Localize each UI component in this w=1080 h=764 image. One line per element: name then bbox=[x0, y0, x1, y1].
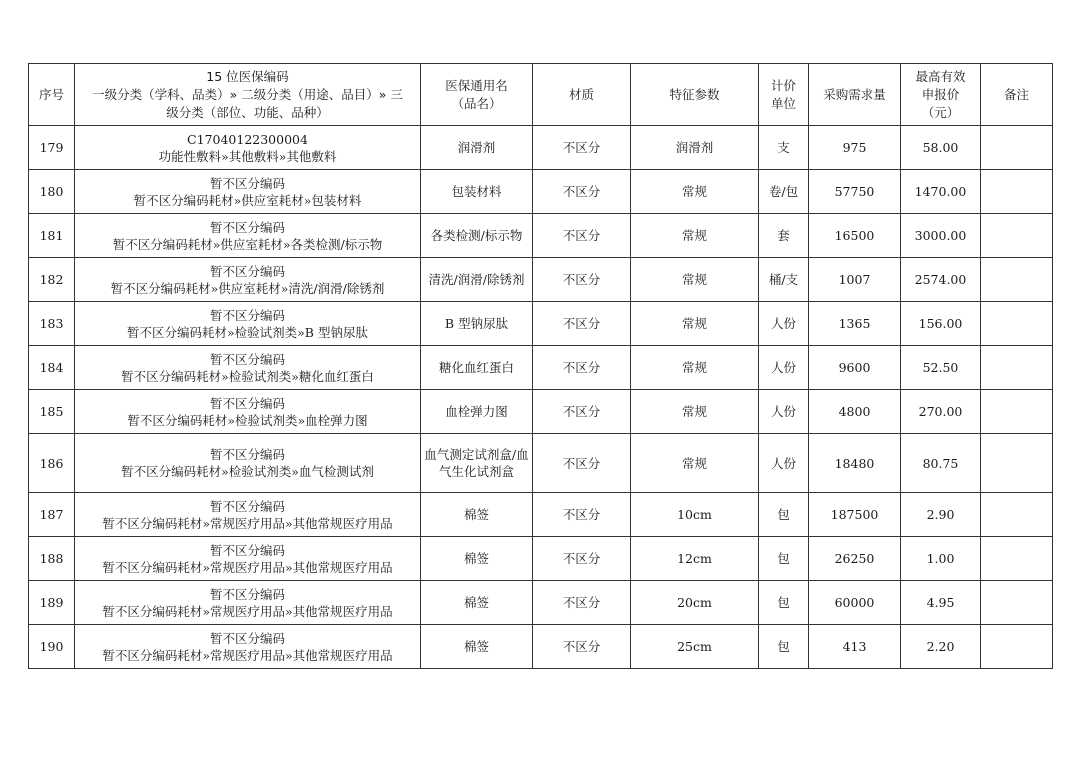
cell-seq: 182 bbox=[29, 258, 75, 302]
header-unit-line2: 单位 bbox=[770, 95, 796, 111]
table-row bbox=[29, 170, 1053, 214]
cell-unit: 卷/包 bbox=[759, 170, 809, 214]
header-price-line1: 最高有效 bbox=[915, 68, 966, 84]
cell-params: 10cm bbox=[631, 493, 759, 537]
cell-code-line1: 暂不区分编码 bbox=[209, 263, 285, 279]
cell-code-line2: 暂不区分编码耗材»常规医疗用品»其他常规医疗用品 bbox=[102, 559, 393, 575]
table-row bbox=[29, 258, 1053, 302]
cell-name: 包装材料 bbox=[421, 170, 533, 214]
cell-code-line1: 暂不区分编码 bbox=[209, 351, 285, 367]
cell-params: 20cm bbox=[631, 581, 759, 625]
cell-code-line2: 暂不区分编码耗材»检验试剂类»血栓弹力图 bbox=[127, 412, 368, 428]
cell-seq: 184 bbox=[29, 346, 75, 390]
cell-code-line2: 暂不区分编码耗材»供应室耗材»清洗/润滑/除锈剂 bbox=[110, 280, 385, 296]
cell-remark bbox=[981, 126, 1053, 170]
table-row bbox=[29, 390, 1053, 434]
header-price-line3: （元） bbox=[921, 104, 960, 120]
cell-unit: 包 bbox=[759, 581, 809, 625]
cell-params: 润滑剂 bbox=[631, 126, 759, 170]
cell-unit: 人份 bbox=[759, 434, 809, 493]
cell-name: 棉签 bbox=[421, 537, 533, 581]
cell-code-line2: 暂不区分编码耗材»检验试剂类»B 型钠尿肽 bbox=[127, 324, 368, 340]
cell-unit: 包 bbox=[759, 625, 809, 669]
cell-code-line2: 暂不区分编码耗材»检验试剂类»血气检测试剂 bbox=[121, 464, 374, 479]
cell-params: 常规 bbox=[631, 346, 759, 390]
header-code-line2: 一级分类（学科、品类）» 二级分类（用途、品目）» 三 bbox=[92, 86, 403, 102]
cell-code-line2: 暂不区分编码耗材»供应室耗材»包装材料 bbox=[133, 192, 362, 208]
cell-code-line2: 功能性敷料»其他敷料»其他敷料 bbox=[158, 148, 337, 164]
cell-material: 不区分 bbox=[533, 434, 631, 493]
cell-name: 润滑剂 bbox=[421, 126, 533, 170]
cell-unit: 套 bbox=[759, 214, 809, 258]
cell-code-line2: 暂不区分编码耗材»检验试剂类»糖化血红蛋白 bbox=[121, 368, 374, 384]
cell-material: 不区分 bbox=[533, 625, 631, 669]
cell-qty: 60000 bbox=[809, 581, 901, 625]
header-seq: 序号 bbox=[29, 64, 75, 126]
cell-remark bbox=[981, 258, 1053, 302]
cell-remark bbox=[981, 493, 1053, 537]
cell-unit: 人份 bbox=[759, 346, 809, 390]
cell-code-line1: 暂不区分编码 bbox=[209, 630, 285, 646]
cell-material: 不区分 bbox=[533, 302, 631, 346]
cell-remark bbox=[981, 390, 1053, 434]
cell-code bbox=[75, 537, 421, 581]
cell-params: 常规 bbox=[631, 434, 759, 493]
cell-remark bbox=[981, 302, 1053, 346]
cell-qty: 26250 bbox=[809, 537, 901, 581]
header-price-line2: 申报价 bbox=[921, 86, 960, 102]
cell-qty: 4800 bbox=[809, 390, 901, 434]
cell-seq: 186 bbox=[29, 434, 75, 493]
cell-code bbox=[75, 625, 421, 669]
cell-remark bbox=[981, 170, 1053, 214]
table-row bbox=[29, 126, 1053, 170]
cell-remark bbox=[981, 214, 1053, 258]
cell-price: 2.90 bbox=[901, 493, 981, 537]
cell-material: 不区分 bbox=[533, 493, 631, 537]
cell-price: 58.00 bbox=[901, 126, 981, 170]
table-row bbox=[29, 302, 1053, 346]
cell-code-line2: 暂不区分编码耗材»常规医疗用品»其他常规医疗用品 bbox=[102, 647, 393, 663]
cell-price: 1470.00 bbox=[901, 170, 981, 214]
cell-name: 血栓弹力图 bbox=[421, 390, 533, 434]
cell-code bbox=[75, 434, 421, 493]
cell-code-line1: 暂不区分编码 bbox=[209, 175, 285, 191]
header-qty: 采购需求量 bbox=[809, 64, 901, 126]
cell-unit: 人份 bbox=[759, 302, 809, 346]
cell-material: 不区分 bbox=[533, 214, 631, 258]
cell-qty: 975 bbox=[809, 126, 901, 170]
cell-name: 棉签 bbox=[421, 581, 533, 625]
cell-price: 4.95 bbox=[901, 581, 981, 625]
cell-name: 各类检测/标示物 bbox=[421, 214, 533, 258]
cell-seq: 189 bbox=[29, 581, 75, 625]
table-row bbox=[29, 493, 1053, 537]
cell-remark bbox=[981, 625, 1053, 669]
cell-remark bbox=[981, 537, 1053, 581]
cell-seq: 185 bbox=[29, 390, 75, 434]
cell-code bbox=[75, 258, 421, 302]
cell-code-line2: 暂不区分编码耗材»常规医疗用品»其他常规医疗用品 bbox=[102, 603, 393, 619]
cell-qty: 18480 bbox=[809, 434, 901, 493]
cell-params: 常规 bbox=[631, 258, 759, 302]
cell-price: 3000.00 bbox=[901, 214, 981, 258]
cell-material: 不区分 bbox=[533, 346, 631, 390]
table-row bbox=[29, 537, 1053, 581]
cell-code-line1: 暂不区分编码 bbox=[209, 498, 285, 514]
header-name-line1: 医保通用名 bbox=[445, 77, 508, 93]
cell-price: 156.00 bbox=[901, 302, 981, 346]
header-price bbox=[901, 64, 981, 126]
header-unit-line1: 计价 bbox=[770, 77, 796, 93]
cell-code bbox=[75, 390, 421, 434]
cell-price: 80.75 bbox=[901, 434, 981, 493]
table-row bbox=[29, 214, 1053, 258]
cell-price: 52.50 bbox=[901, 346, 981, 390]
header-code-line3: 级分类（部位、功能、品种） bbox=[166, 104, 329, 120]
cell-code bbox=[75, 493, 421, 537]
table-row bbox=[29, 346, 1053, 390]
cell-code-line1: 暂不区分编码 bbox=[209, 395, 285, 411]
header-name bbox=[421, 64, 533, 126]
cell-unit: 包 bbox=[759, 493, 809, 537]
cell-code bbox=[75, 214, 421, 258]
cell-code-line1: 暂不区分编码 bbox=[209, 586, 285, 602]
header-name-line2: （品名） bbox=[451, 95, 502, 111]
cell-seq: 190 bbox=[29, 625, 75, 669]
cell-material: 不区分 bbox=[533, 126, 631, 170]
cell-name: 血气测定试剂盒/血气生化试剂盒 bbox=[421, 434, 533, 493]
cell-unit: 人份 bbox=[759, 390, 809, 434]
cell-qty: 9600 bbox=[809, 346, 901, 390]
cell-name: 棉签 bbox=[421, 625, 533, 669]
cell-name: 糖化血红蛋白 bbox=[421, 346, 533, 390]
cell-code-line1: 暂不区分编码 bbox=[209, 307, 285, 323]
cell-seq: 183 bbox=[29, 302, 75, 346]
cell-price: 1.00 bbox=[901, 537, 981, 581]
cell-material: 不区分 bbox=[533, 258, 631, 302]
table-body bbox=[29, 126, 1053, 669]
header-remark: 备注 bbox=[981, 64, 1053, 126]
cell-remark bbox=[981, 434, 1053, 493]
cell-params: 常规 bbox=[631, 302, 759, 346]
table-row bbox=[29, 581, 1053, 625]
cell-price: 270.00 bbox=[901, 390, 981, 434]
cell-name: 棉签 bbox=[421, 493, 533, 537]
cell-code bbox=[75, 170, 421, 214]
cell-code-line1: 暂不区分编码 bbox=[209, 542, 285, 558]
cell-seq: 181 bbox=[29, 214, 75, 258]
cell-params: 25cm bbox=[631, 625, 759, 669]
cell-remark bbox=[981, 346, 1053, 390]
cell-material: 不区分 bbox=[533, 390, 631, 434]
cell-material: 不区分 bbox=[533, 581, 631, 625]
cell-qty: 187500 bbox=[809, 493, 901, 537]
cell-code-line2: 暂不区分编码耗材»供应室耗材»各类检测/标示物 bbox=[112, 236, 383, 252]
table-row bbox=[29, 625, 1053, 669]
cell-unit: 桶/支 bbox=[759, 258, 809, 302]
cell-code-line1: C17040122300004 bbox=[187, 131, 308, 147]
cell-name: B 型钠尿肽 bbox=[421, 302, 533, 346]
cell-remark bbox=[981, 581, 1053, 625]
header-material: 材质 bbox=[533, 64, 631, 126]
cell-price: 2574.00 bbox=[901, 258, 981, 302]
cell-qty: 57750 bbox=[809, 170, 901, 214]
cell-seq: 180 bbox=[29, 170, 75, 214]
cell-code-line1: 暂不区分编码 bbox=[209, 447, 285, 462]
cell-material: 不区分 bbox=[533, 170, 631, 214]
cell-qty: 1365 bbox=[809, 302, 901, 346]
cell-params: 常规 bbox=[631, 170, 759, 214]
cell-params: 常规 bbox=[631, 390, 759, 434]
header-unit bbox=[759, 64, 809, 126]
header-code bbox=[75, 64, 421, 126]
cell-code bbox=[75, 346, 421, 390]
procurement-table bbox=[28, 63, 1053, 669]
cell-code-line1: 暂不区分编码 bbox=[209, 219, 285, 235]
cell-qty: 16500 bbox=[809, 214, 901, 258]
cell-params: 常规 bbox=[631, 214, 759, 258]
cell-material: 不区分 bbox=[533, 537, 631, 581]
table-row bbox=[29, 434, 1053, 493]
cell-unit: 包 bbox=[759, 537, 809, 581]
cell-code bbox=[75, 126, 421, 170]
cell-qty: 413 bbox=[809, 625, 901, 669]
cell-seq: 188 bbox=[29, 537, 75, 581]
cell-qty: 1007 bbox=[809, 258, 901, 302]
header-row bbox=[29, 64, 1053, 126]
cell-code bbox=[75, 581, 421, 625]
cell-code bbox=[75, 302, 421, 346]
header-code-line1: 15 位医保编码 bbox=[206, 68, 289, 84]
cell-seq: 179 bbox=[29, 126, 75, 170]
header-params: 特征参数 bbox=[631, 64, 759, 126]
cell-unit: 支 bbox=[759, 126, 809, 170]
cell-price: 2.20 bbox=[901, 625, 981, 669]
cell-name: 清洗/润滑/除锈剂 bbox=[421, 258, 533, 302]
cell-seq: 187 bbox=[29, 493, 75, 537]
cell-code-line2: 暂不区分编码耗材»常规医疗用品»其他常规医疗用品 bbox=[102, 515, 393, 531]
cell-params: 12cm bbox=[631, 537, 759, 581]
